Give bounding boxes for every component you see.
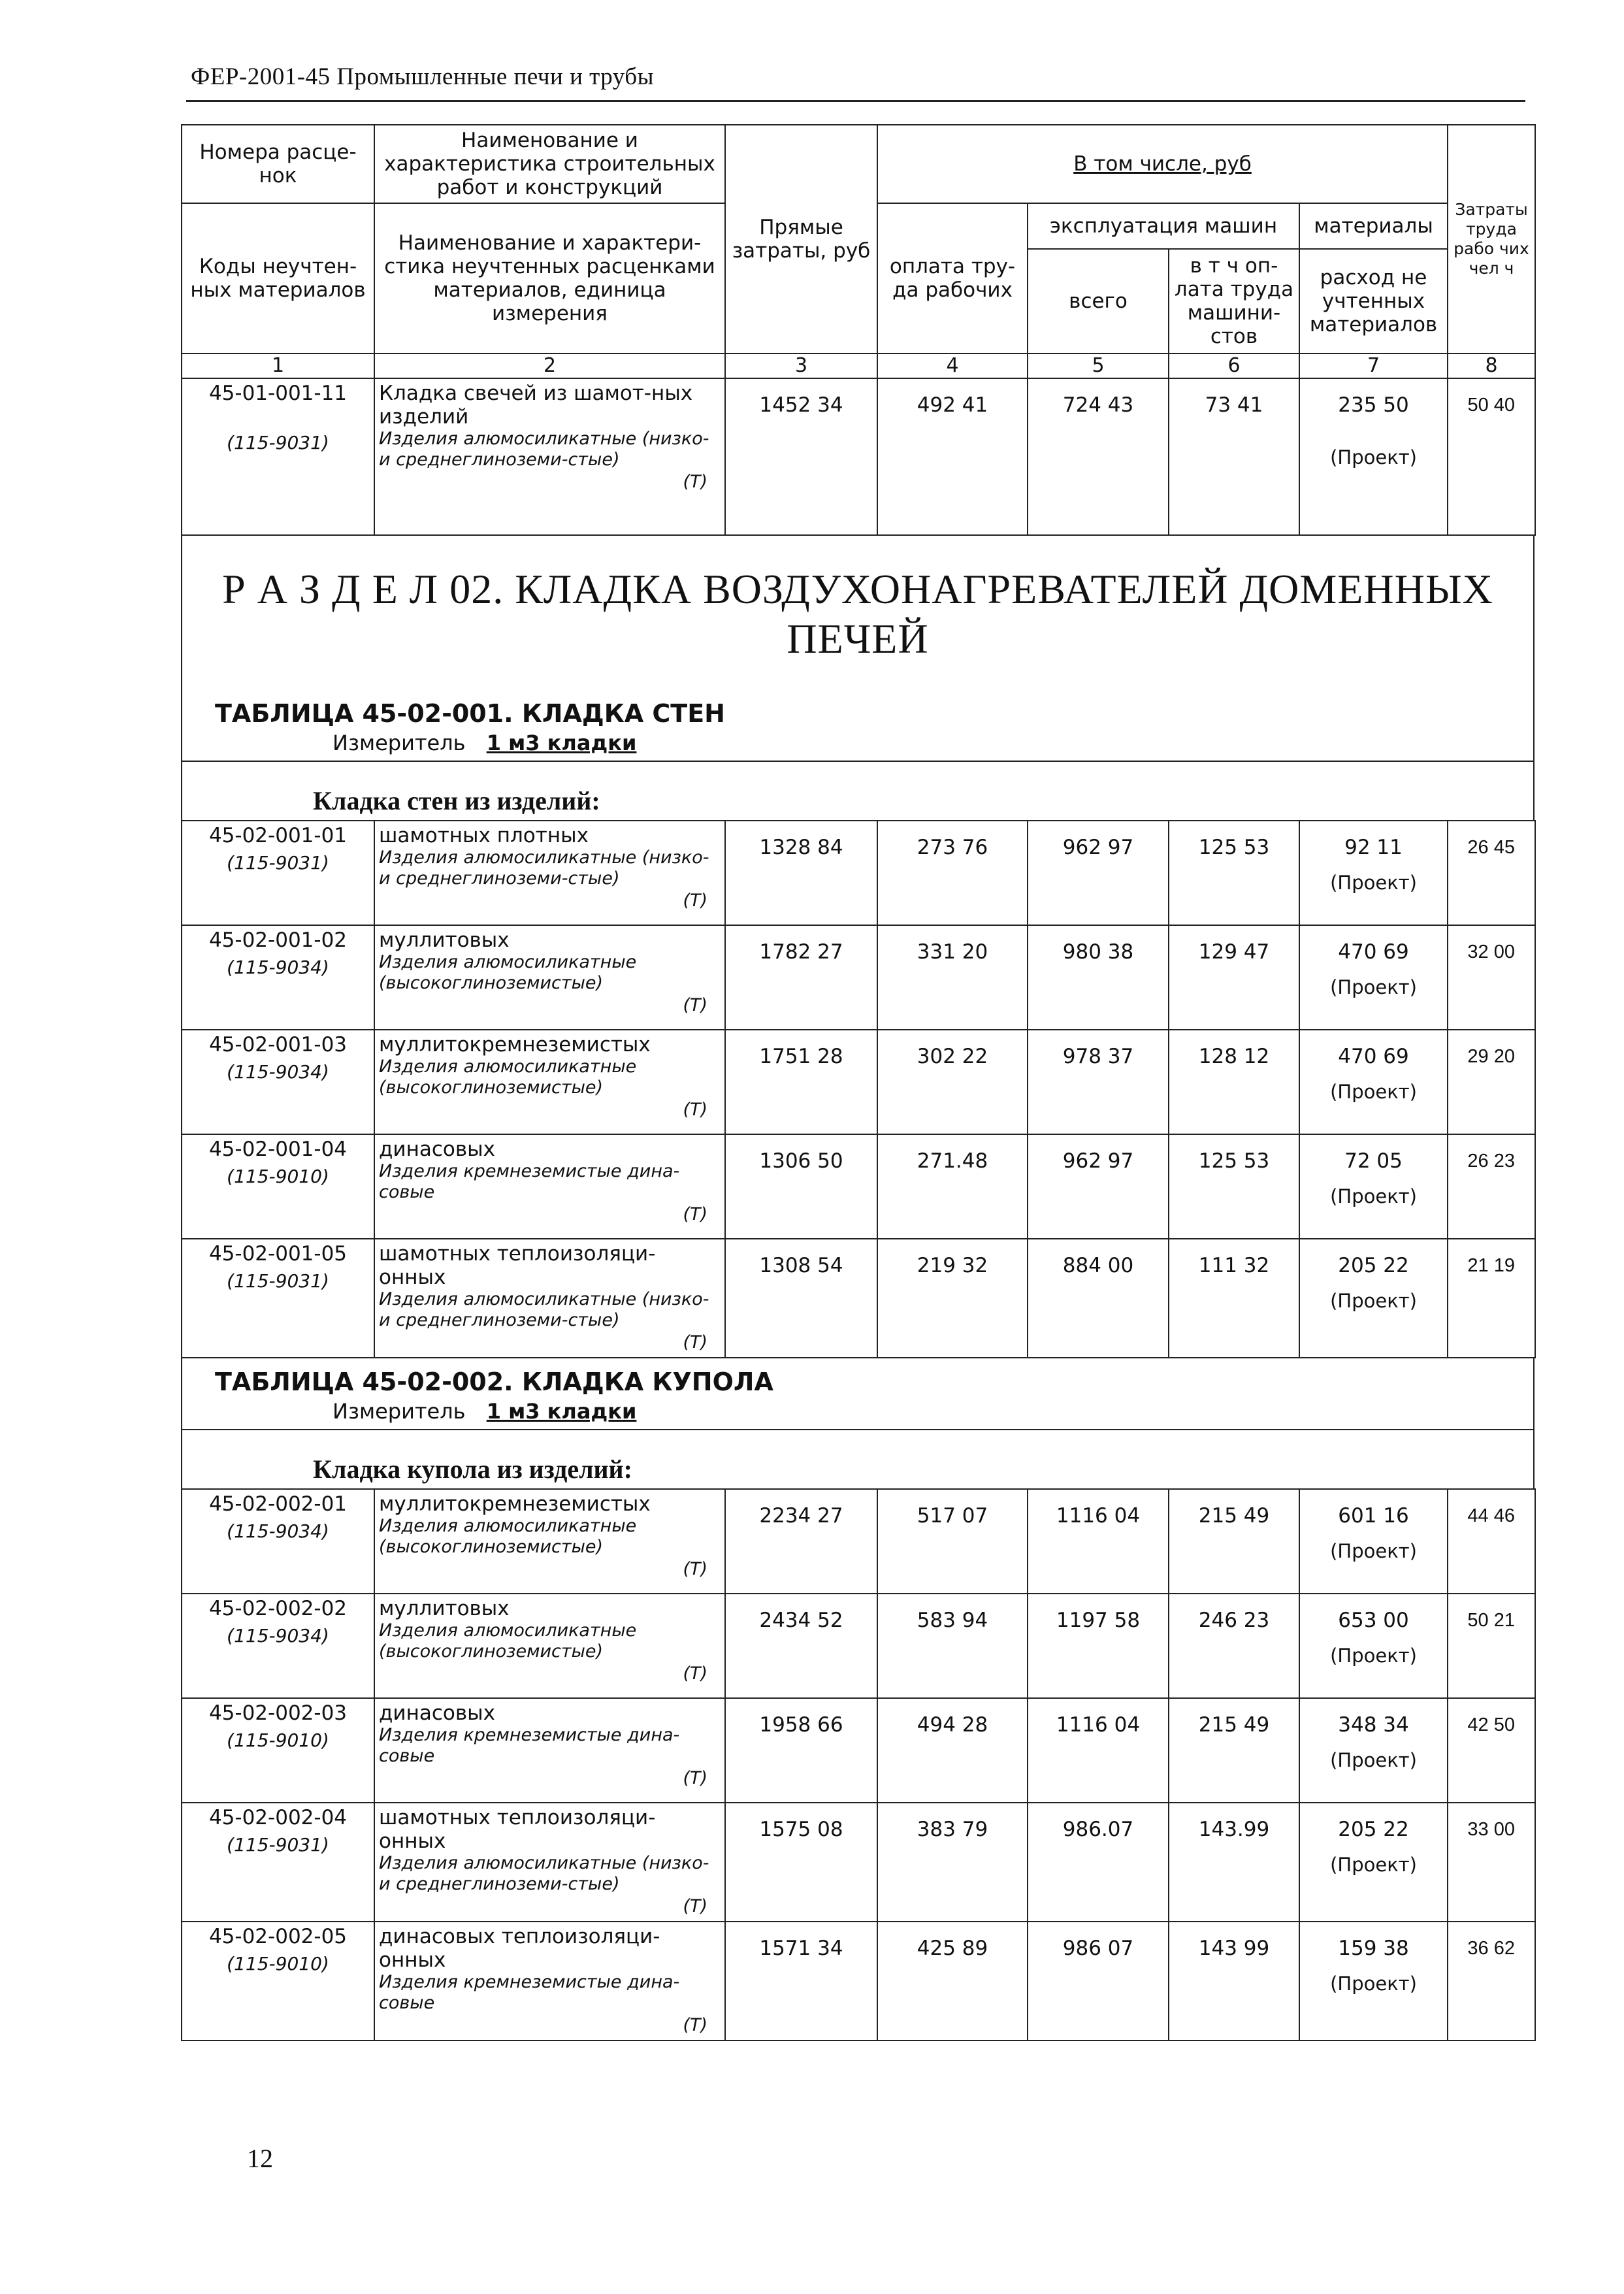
labor-cost: 29 20 [1448,1030,1535,1134]
machinists-pay: 143.99 [1169,1803,1299,1922]
machinists-pay: 215 49 [1169,1698,1299,1803]
direct-cost: 1571 34 [725,1922,877,2040]
unit-mark: (Т) [683,1559,707,1579]
col-machines-total-header: всего [1028,249,1169,353]
table-subtitle: Кладка купола из изделий: [182,1429,1533,1488]
material-code: (115-9034) [227,1061,329,1083]
direct-cost: 1751 28 [725,1030,877,1134]
col-material-consumption-header: расход не учтенных материалов [1299,249,1448,353]
price-document [181,124,1535,2084]
col-number: 8 [1448,353,1535,378]
col-machines-header: эксплуатация машин [1028,203,1299,249]
col-number: 5 [1028,353,1169,378]
rate-code: 45-02-001-04 [208,1138,348,1161]
machines-total: 724 43 [1028,378,1169,535]
machines-total: 1116 04 [1028,1489,1169,1594]
work-name: муллитокремнеземистых [379,1492,651,1516]
machines-total: 962 97 [1028,821,1169,925]
rate-code: 45-02-002-03 [208,1701,348,1725]
rate-code: 45-02-001-02 [208,928,348,952]
work-name: шамотных плотных [379,824,589,847]
material-consumption: 72 05 [1344,1149,1403,1173]
table-row [182,1922,1535,2040]
direct-cost: 1328 84 [725,821,877,925]
material-name: Изделия алюмосиликатные (низко- и среднеглиноземи-стые) [379,429,709,470]
section-title: Р А З Д Е Л 02. КЛАДКА ВОЗДУХОНАГРЕВАТЕЛЕЙ ДОМЕННЫХ ПЕЧЕЙ [222,566,1493,662]
project-mark: (Проект) [1330,1081,1417,1103]
machinists-pay: 125 53 [1169,1134,1299,1239]
meter-label: Измеритель [333,730,466,755]
material-consumption: 92 11 [1344,836,1403,859]
unit-mark: (Т) [683,1768,707,1788]
project-mark: (Проект) [1330,1854,1417,1876]
unit-mark: (Т) [683,995,707,1015]
running-title: ФЕР-2001-45 Промышленные печи и трубы [191,63,654,90]
labor-cost: 50 21 [1448,1594,1535,1698]
direct-cost: 1306 50 [725,1134,877,1239]
table-row [182,1803,1535,1922]
table-row [182,1239,1535,1358]
labor-cost: 42 50 [1448,1698,1535,1803]
material-consumption: 205 22 [1338,1254,1409,1277]
labor-cost: 36 62 [1448,1922,1535,2040]
material-consumption: 653 00 [1338,1609,1409,1632]
section-block [181,1358,1535,1488]
project-mark: (Проект) [1330,1645,1417,1667]
machinists-pay: 73 41 [1169,378,1299,535]
machines-total: 1116 04 [1028,1698,1169,1803]
machines-total: 884 00 [1028,1239,1169,1358]
machinists-pay: 215 49 [1169,1489,1299,1594]
machines-total: 986.07 [1028,1803,1169,1922]
material-code: (115-9031) [227,852,329,874]
unit-mark: (Т) [683,1100,707,1120]
rate-code: 45-02-002-05 [208,1925,348,1948]
rates-table-dome [181,1488,1536,2041]
col-number: 6 [1169,353,1299,378]
direct-cost: 1452 34 [725,378,877,535]
work-name: динасовых [379,1701,495,1725]
material-consumption: 470 69 [1338,940,1409,964]
material-code: (115-9034) [227,1520,329,1542]
table-row [182,378,1535,535]
table-row [182,1594,1535,1698]
table-row [182,1134,1535,1239]
worker-pay: 271.48 [877,1134,1028,1239]
work-name: шамотных теплоизоляци-онных [379,1242,656,1289]
material-consumption: 601 16 [1338,1504,1409,1528]
meter-value: 1 м3 кладки [486,1399,637,1424]
rate-code: 45-02-002-02 [208,1597,348,1620]
unit-mark: (Т) [683,1663,707,1684]
col-worker-pay-header: оплата тру-да рабочих [877,203,1028,353]
worker-pay: 583 94 [877,1594,1028,1698]
worker-pay: 517 07 [877,1489,1028,1594]
unit-mark: (Т) [683,891,707,911]
unit-mark: (Т) [683,2015,707,2035]
worker-pay: 219 32 [877,1239,1028,1358]
section-block [181,536,1535,820]
machines-total: 980 38 [1028,925,1169,1030]
col-work-name-header: Наименование и характеристика строительных работ и конструкций [374,125,725,203]
work-name: шамотных теплоизоляци-онных [379,1806,656,1853]
material-name: Изделия алюмосиликатные (высокоглиноземистые) [379,1516,637,1557]
material-consumption: 235 50 [1338,393,1409,417]
work-name: динасовых теплоизоляци-онных [379,1925,660,1972]
table-meter [182,1396,1533,1429]
rate-code: 45-02-001-05 [208,1242,348,1266]
table-row [182,821,1535,925]
worker-pay: 302 22 [877,1030,1028,1134]
table-row [182,925,1535,1030]
labor-cost: 26 45 [1448,821,1535,925]
machinists-pay: 111 32 [1169,1239,1299,1358]
direct-cost: 1575 08 [725,1803,877,1922]
machinists-pay: 246 23 [1169,1594,1299,1698]
rate-code: 45-02-001-01 [208,824,348,847]
col-direct-cost-header: Прямые затраты, руб [725,125,877,353]
material-consumption: 205 22 [1338,1818,1409,1841]
col-materials-header: материалы [1299,203,1448,249]
direct-cost: 2434 52 [725,1594,877,1698]
table-subtitle: Кладка стен из изделий: [182,761,1533,820]
material-name: Изделия кремнеземистые дина-совые [379,1725,680,1766]
col-material-code-header: Коды неучтен-ных материалов [182,203,374,353]
col-number: 2 [374,353,725,378]
worker-pay: 331 20 [877,925,1028,1030]
header-rule [186,100,1525,102]
rate-code: 45-02-002-01 [208,1492,348,1516]
material-name: Изделия кремнеземистые дина-совые [379,1972,680,2013]
machines-total: 962 97 [1028,1134,1169,1239]
table-meter [182,728,1533,761]
project-mark: (Проект) [1330,1540,1417,1562]
labor-cost: 50 40 [1448,378,1535,535]
column-header-table [181,124,1536,536]
material-name: Изделия алюмосиликатные (низко- и среднеглиноземи-стые) [379,847,709,889]
project-mark: (Проект) [1330,872,1417,894]
table-row [182,1489,1535,1594]
unit-mark: (Т) [683,1204,707,1224]
table-row [182,1698,1535,1803]
col-material-name-header: Наименование и характери-стика неучтенных расценками материалов, единица измерения [374,203,725,353]
worker-pay: 273 76 [877,821,1028,925]
col-number: 4 [877,353,1028,378]
material-code: (115-9031) [227,1270,329,1292]
rate-code: 45-02-002-04 [208,1806,348,1829]
material-code: (115-9010) [227,1166,329,1187]
labor-cost: 21 19 [1448,1239,1535,1358]
unit-mark: (Т) [683,1896,707,1916]
direct-cost: 1958 66 [725,1698,877,1803]
project-mark: (Проект) [1330,1185,1417,1207]
direct-cost: 1308 54 [725,1239,877,1358]
project-mark: (Проект) [1330,446,1417,468]
project-mark: (Проект) [1330,1749,1417,1771]
work-name: муллитокремнеземистых [379,1033,651,1057]
work-name: динасовых [379,1138,495,1161]
unit-mark: (Т) [683,1332,707,1352]
col-number: 7 [1299,353,1448,378]
table-title: ТАБЛИЦА 45-02-001. КЛАДКА СТЕН [215,699,725,728]
meter-value: 1 м3 кладки [486,730,637,755]
material-code: (115-9031) [227,432,329,453]
material-code: (115-9031) [227,1834,329,1856]
material-name: Изделия алюмосиликатные (низко- и среднеглиноземи-стые) [379,1853,709,1894]
rate-code: 45-01-001-11 [208,382,348,405]
machinists-pay: 125 53 [1169,821,1299,925]
material-name: Изделия алюмосиликатные (высокоглиноземистые) [379,1057,637,1098]
material-name: Изделия кремнеземистые дина-совые [379,1161,680,1202]
work-name: Кладка свечей из шамот-ных изделий [379,382,693,429]
table-title: ТАБЛИЦА 45-02-002. КЛАДКА КУПОЛА [215,1368,773,1396]
project-mark: (Проект) [1330,976,1417,998]
work-name: муллитовых [379,1597,510,1620]
col-rate-number-header: Номера расце-нок [182,125,374,203]
rates-table-walls [181,820,1536,1358]
machines-total: 978 37 [1028,1030,1169,1134]
material-name: Изделия алюмосиликатные (низко- и среднеглиноземи-стые) [379,1289,709,1330]
labor-cost: 33 00 [1448,1803,1535,1922]
machines-total: 986 07 [1028,1922,1169,2040]
rate-code: 45-02-001-03 [208,1033,348,1057]
machinists-pay: 129 47 [1169,925,1299,1030]
machinists-pay: 128 12 [1169,1030,1299,1134]
material-consumption: 470 69 [1338,1045,1409,1068]
material-name: Изделия алюмосиликатные (высокоглиноземистые) [379,1620,637,1662]
col-number: 3 [725,353,877,378]
material-consumption: 348 34 [1338,1713,1409,1737]
material-code: (115-9010) [227,1953,329,1974]
material-code: (115-9010) [227,1729,329,1751]
worker-pay: 425 89 [877,1922,1028,2040]
col-machinists-pay-header: в т ч оп-лата труда машини-стов [1169,249,1299,353]
direct-cost: 2234 27 [725,1489,877,1594]
meter-label: Измеритель [333,1399,466,1424]
labor-cost: 26 23 [1448,1134,1535,1239]
material-consumption: 159 38 [1338,1937,1409,1960]
labor-cost: 44 46 [1448,1489,1535,1594]
col-number: 1 [182,353,374,378]
unit-mark: (Т) [683,472,707,492]
material-name: Изделия алюмосиликатные (высокоглиноземистые) [379,952,637,993]
machines-total: 1197 58 [1028,1594,1169,1698]
direct-cost: 1782 27 [725,925,877,1030]
material-code: (115-9034) [227,957,329,978]
table-row [182,1030,1535,1134]
worker-pay: 492 41 [877,378,1028,535]
worker-pay: 494 28 [877,1698,1028,1803]
machinists-pay: 143 99 [1169,1922,1299,2040]
project-mark: (Проект) [1330,1973,1417,1995]
project-mark: (Проект) [1330,1290,1417,1312]
col-labor-header: Затраты труда рабо чих чел ч [1448,125,1535,353]
material-code: (115-9034) [227,1625,329,1647]
labor-cost: 32 00 [1448,925,1535,1030]
col-group-header: В том числе, руб [877,125,1448,203]
page-number: 12 [247,2144,273,2173]
work-name: муллитовых [379,928,510,952]
worker-pay: 383 79 [877,1803,1028,1922]
